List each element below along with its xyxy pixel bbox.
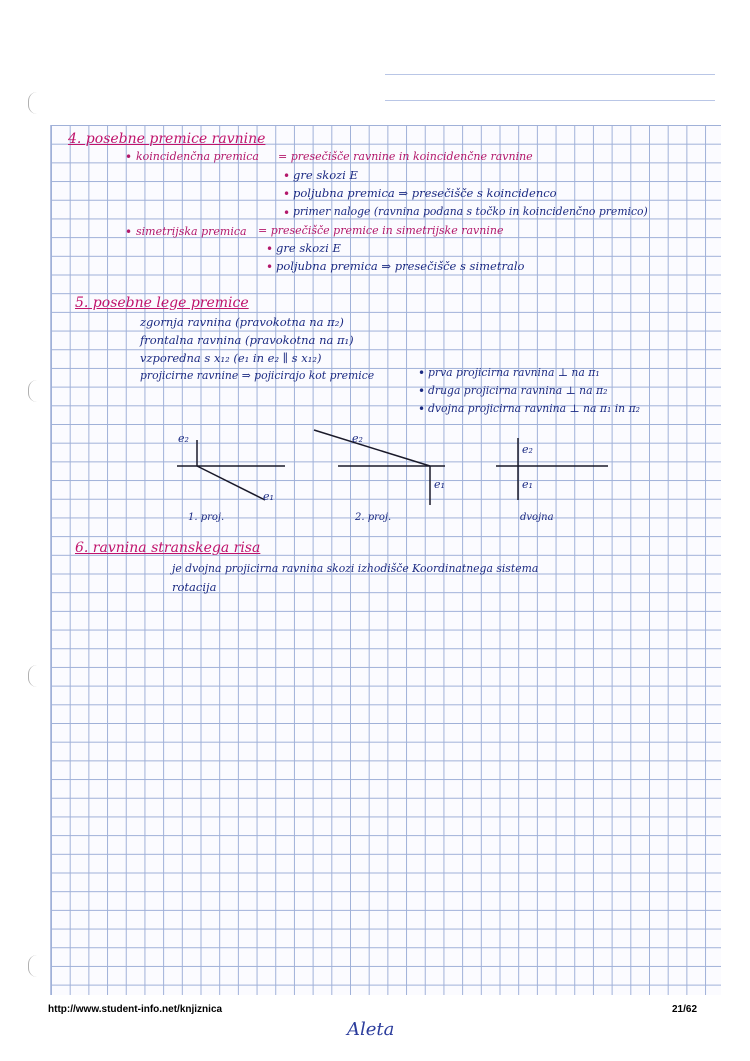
e2-trace: [314, 430, 430, 466]
section-4-heading: 4. posebne premice ravnine: [68, 131, 266, 147]
koincidencna-item: primer naloge (ravnina podana s točko in koincidenčno premico): [293, 205, 648, 218]
koincidencna-item: gre skozi E: [293, 168, 358, 182]
simetrijska-item: gre skozi E: [276, 241, 341, 255]
bullet: •: [418, 384, 426, 398]
koincidencna-label: koincidenčna premica: [136, 150, 259, 163]
section-5-line: zgornja ravnina (pravokotna na π₂): [140, 315, 344, 329]
section-5-heading: 5. posebne lege premice: [75, 295, 249, 311]
section-6-line: je dvojna projicirna ravnina skozi izhodišče Koordinatnega sistema: [172, 562, 539, 575]
bullet: •: [266, 260, 274, 274]
projicirna-item: prva projicirna ravnina ⊥ na π₁: [428, 366, 600, 379]
koincidencna-item: poljubna premica ⇒ presečišče s koincidenco: [293, 186, 557, 200]
diagram-2-e2: e₂: [352, 432, 363, 445]
aleta-logo: Aleta: [347, 1019, 395, 1040]
section-5-line: projicirne ravnine ⇒ pojicirajo kot premice: [140, 369, 375, 382]
bullet: •: [418, 402, 426, 416]
bullet: •: [418, 366, 426, 380]
page-number: 21/62: [672, 1004, 698, 1015]
diagram-1-e2: e₂: [178, 432, 189, 445]
projicirna-item: dvojna projicirna ravnina ⊥ na π₁ in π₂: [428, 402, 640, 415]
section-6-heading: 6. ravnina stranskega risa: [75, 540, 261, 556]
diagram-3-caption: dvojna: [520, 512, 554, 523]
diagram-1-e1: e₁: [263, 490, 274, 503]
diagram-3-e1: e₁: [522, 478, 533, 491]
bullet: •: [266, 242, 274, 256]
diagram-1-caption: 1. proj.: [188, 512, 225, 523]
section-5-line: vzporedna s x₁₂ (e₁ in e₂ ∥ s x₁₂): [140, 351, 322, 365]
section-5-line: frontalna ravnina (pravokotna na π₁): [140, 333, 354, 347]
bullet: •: [283, 169, 291, 183]
diagram-2-caption: 2. proj.: [355, 512, 392, 523]
koincidencna-desc: = presečišče ravnine in koincidenčne ravnine: [278, 150, 533, 163]
bullet: •: [283, 187, 291, 201]
bullet: •: [125, 150, 133, 164]
simetrijska-label: simetrijska premica: [136, 225, 247, 238]
e1-trace: [197, 466, 265, 500]
simetrijska-item: poljubna premica ⇒ presečišče s simetralo: [276, 259, 525, 273]
bullet: •: [125, 225, 133, 239]
projicirna-item: druga projicirna ravnina ⊥ na π₂: [428, 384, 608, 397]
bullet: •: [283, 206, 291, 220]
section-6-line: rotacija: [172, 580, 217, 594]
diagram-2-e1: e₁: [434, 478, 445, 491]
simetrijska-desc: = presečišče premice in simetrijske ravnine: [258, 224, 504, 237]
footer-url: http://www.student-info.net/knjiznica: [48, 1004, 223, 1015]
diagram-3-e2: e₂: [522, 443, 533, 456]
